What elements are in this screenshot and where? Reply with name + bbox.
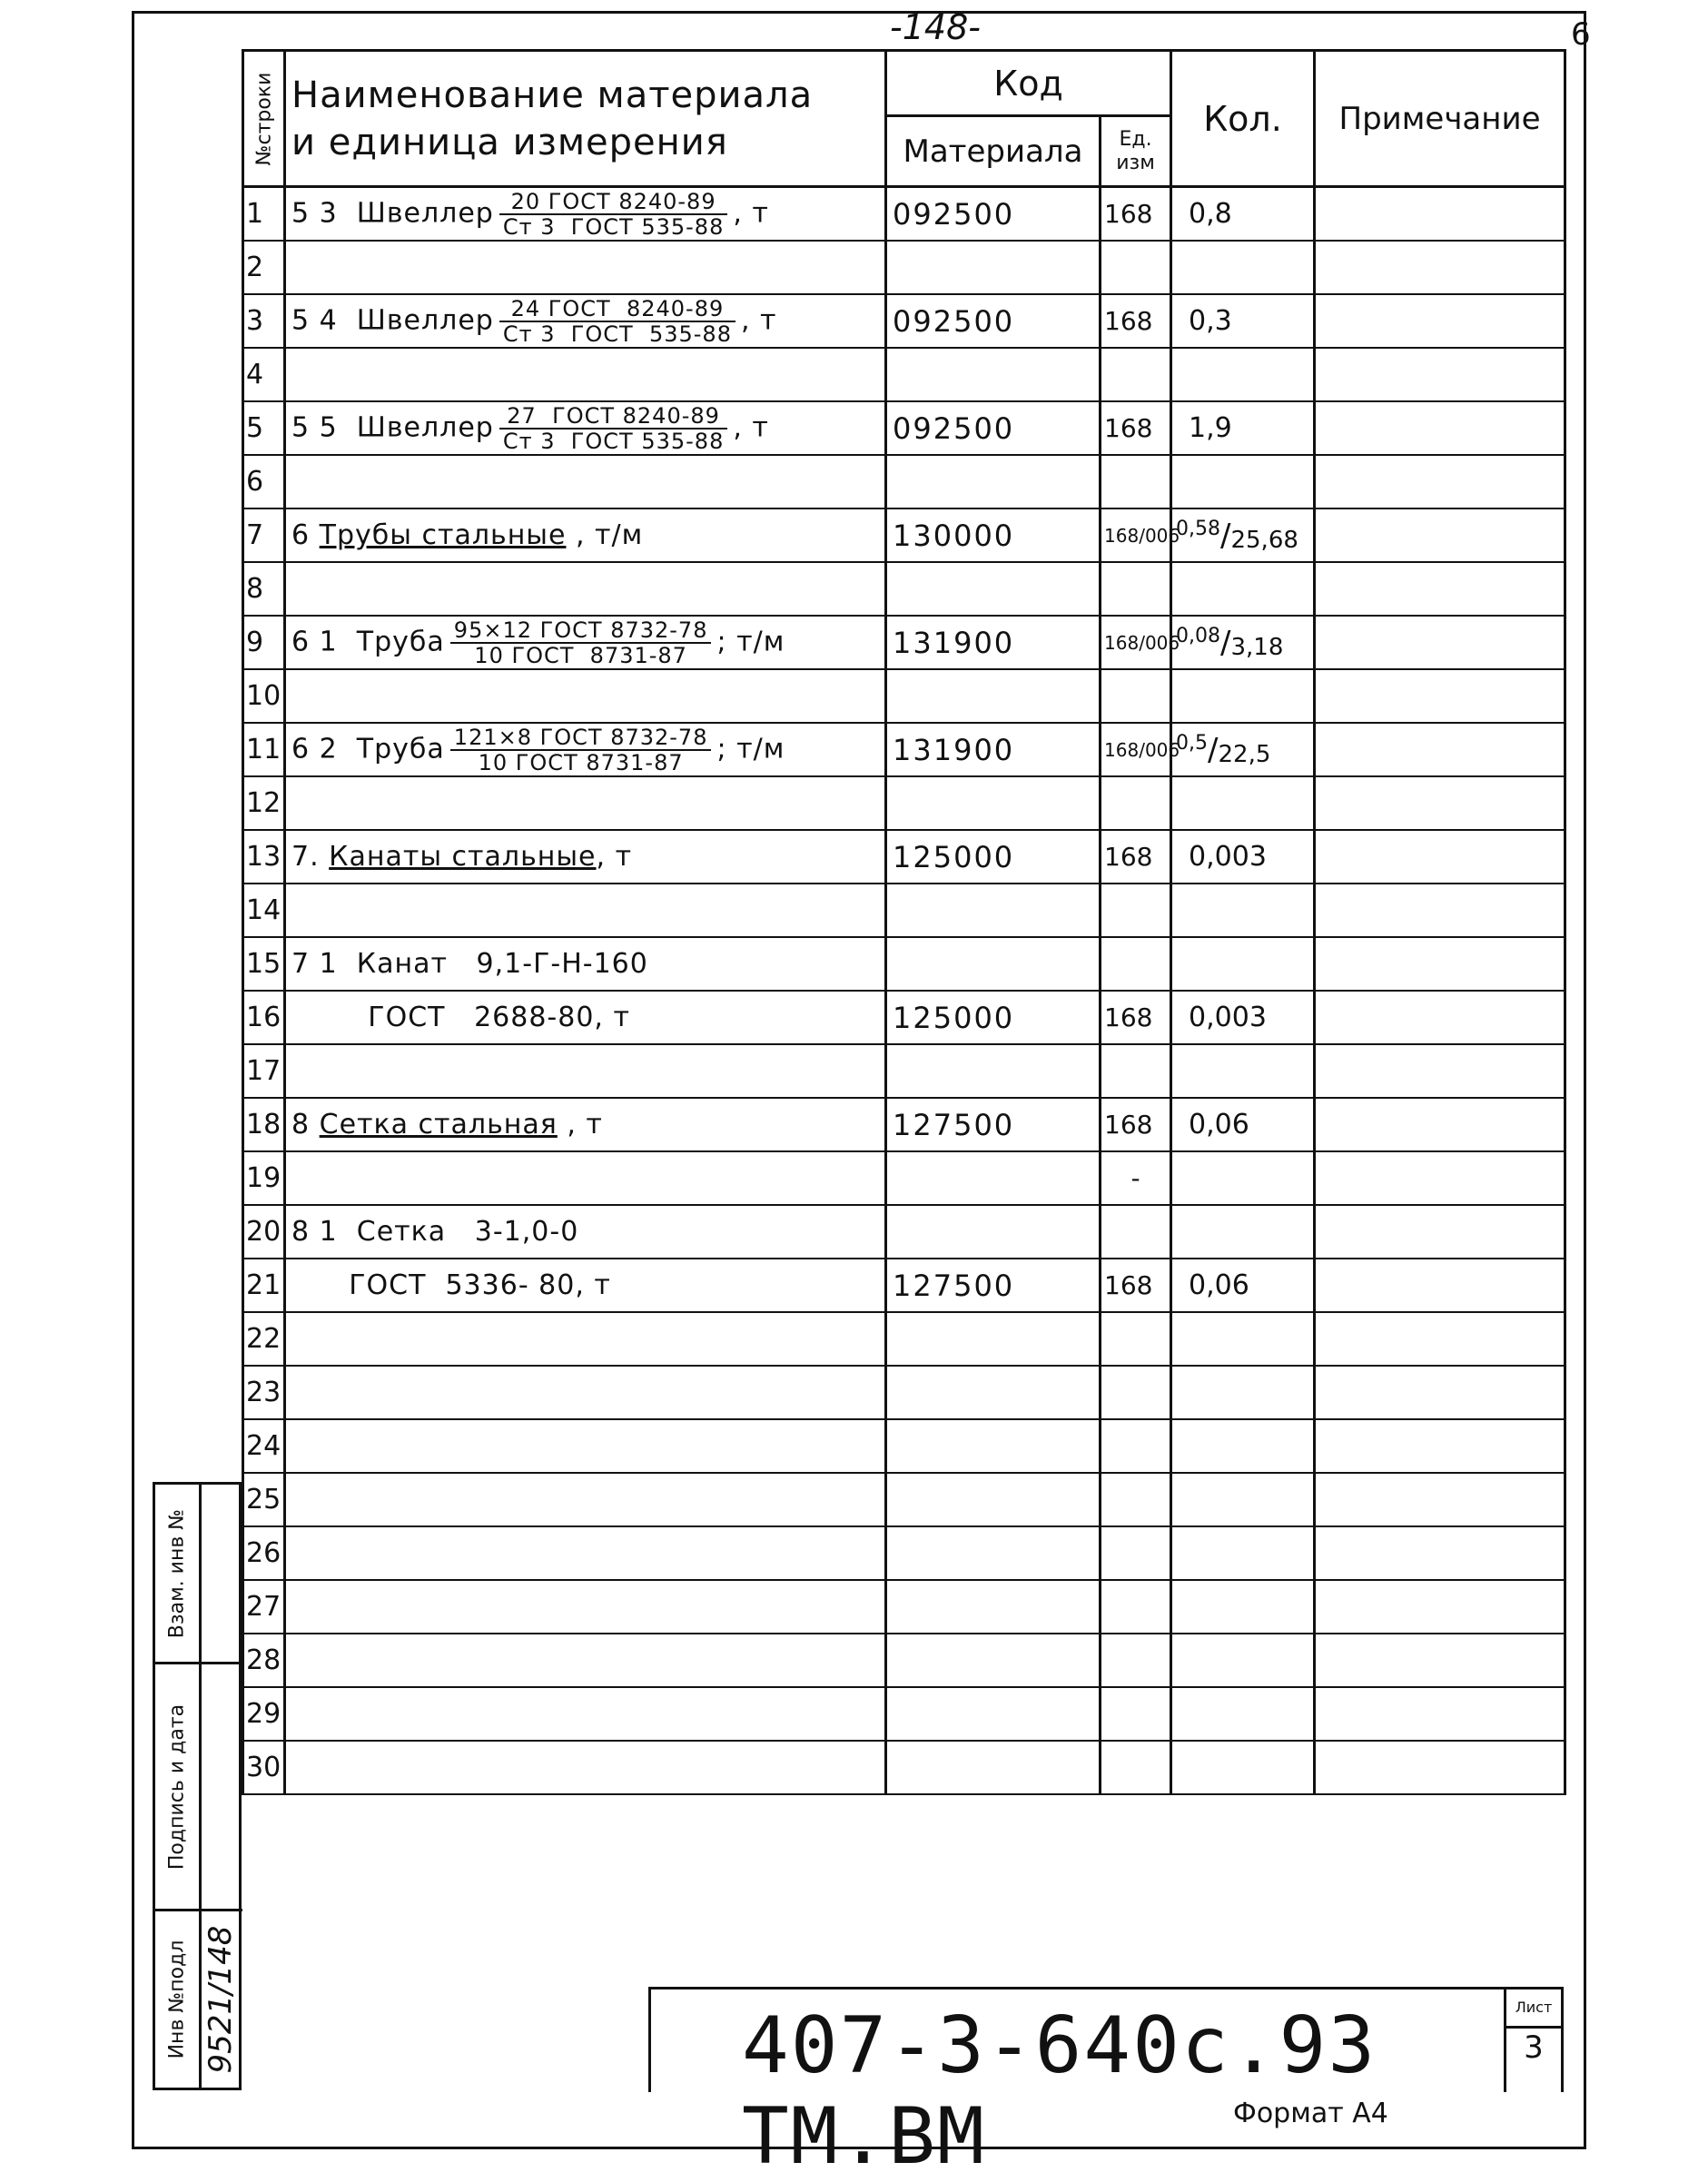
material-name — [285, 348, 886, 401]
unit-code-top: 168 — [1104, 524, 1140, 547]
document-code: 407-3-640с.93 ТМ.ВМ — [742, 2000, 1377, 2182]
fraction-numerator: 24 ГОСТ 8240-89 — [499, 297, 736, 322]
row-number: 16 — [243, 991, 285, 1044]
note — [1315, 187, 1565, 242]
unit-suffix: , т/м — [566, 519, 644, 551]
fraction-denominator: Ст 3 ГОСТ 535-88 — [502, 213, 725, 240]
material-name — [285, 1634, 886, 1687]
table-row — [243, 187, 1565, 242]
row-number: 17 — [243, 1044, 285, 1098]
material-name-text: 8 — [291, 1109, 311, 1140]
material-code — [886, 937, 1101, 991]
material-code: 125000 — [886, 830, 1101, 884]
table-row — [243, 348, 1565, 401]
table-row — [243, 991, 1565, 1044]
fraction-numerator: 27 ГОСТ 8240-89 — [499, 404, 727, 429]
table-row — [243, 1634, 1565, 1687]
quantity: 0,8 — [1171, 187, 1315, 242]
unit-code — [1101, 937, 1171, 991]
row-number: 9 — [243, 616, 285, 669]
unit-code — [1101, 1526, 1171, 1580]
note — [1315, 1312, 1565, 1366]
unit-suffix: , т — [596, 841, 633, 873]
material-code: 131900 — [886, 723, 1101, 776]
fraction-numerator: 20 ГОСТ 8240-89 — [499, 190, 727, 215]
material-name — [285, 508, 886, 562]
row-number: 5 — [243, 401, 285, 455]
quantity-bottom: 3,18 — [1230, 633, 1284, 661]
quantity-bottom: 22,5 — [1218, 740, 1271, 768]
row-number: 28 — [243, 1634, 285, 1687]
row-number: 3 — [243, 294, 285, 348]
material-name — [285, 1741, 886, 1794]
material-fraction — [499, 404, 727, 453]
row-number: 8 — [243, 562, 285, 616]
fraction-denominator: Ст 3 ГОСТ 535-88 — [502, 428, 725, 454]
material-code — [886, 1151, 1101, 1205]
quantity — [1171, 1580, 1315, 1634]
material-group-title: Сетка стальная — [319, 1109, 558, 1140]
unit-code — [1101, 884, 1171, 937]
note — [1315, 348, 1565, 401]
unit-code — [1101, 1366, 1171, 1419]
material-name — [285, 1473, 886, 1526]
quantity-separator: / — [1220, 624, 1231, 661]
material-code — [886, 1634, 1101, 1687]
unit-code — [1101, 1687, 1171, 1741]
quantity — [1171, 1473, 1315, 1526]
quantity — [1171, 1205, 1315, 1259]
material-name — [285, 991, 886, 1044]
note — [1315, 1044, 1565, 1098]
table-row — [243, 1473, 1565, 1526]
table-row — [243, 723, 1565, 776]
unit-code: 168/006 — [1101, 616, 1171, 669]
material-code — [886, 1044, 1101, 1098]
fraction-numerator: 121×8 ГОСТ 8732-78 — [450, 726, 712, 751]
unit-code-top: 168 — [1104, 738, 1140, 761]
page-number: -148- — [890, 7, 981, 47]
unit-code — [1101, 669, 1171, 723]
note — [1315, 669, 1565, 723]
unit-code — [1101, 348, 1171, 401]
note — [1315, 1473, 1565, 1526]
unit-code — [1101, 1312, 1171, 1366]
material-code — [886, 1366, 1101, 1419]
material-name — [285, 241, 886, 294]
side-cell-inv: Инв №подл — [165, 1940, 189, 2059]
quantity — [1171, 1687, 1315, 1741]
note — [1315, 884, 1565, 937]
quantity — [1171, 776, 1315, 830]
note — [1315, 1634, 1565, 1687]
unit-suffix: , т — [733, 197, 769, 229]
side-cell-sign: Подпись и дата — [155, 1664, 199, 1911]
fraction-numerator: 95×12 ГОСТ 8732-78 — [450, 618, 712, 644]
material-name-text: 7 1 Канат 9,1-Г-Н-160 — [291, 948, 648, 980]
table-row — [243, 562, 1565, 616]
table-row — [243, 1098, 1565, 1151]
material-group-title: Трубы стальные — [319, 519, 567, 551]
unit-suffix: ; т/м — [716, 626, 785, 657]
material-code: 131900 — [886, 616, 1101, 669]
unit-suffix: , т — [733, 411, 769, 443]
quantity — [1171, 562, 1315, 616]
table-row — [243, 241, 1565, 294]
table-row — [243, 455, 1565, 508]
row-number: 4 — [243, 348, 285, 401]
note — [1315, 1366, 1565, 1419]
table-row — [243, 1044, 1565, 1098]
header-row-number: №строки — [243, 51, 285, 187]
table-row — [243, 1741, 1565, 1794]
quantity-bottom: 25,68 — [1230, 526, 1298, 554]
header-name: Наименование материала и единица измерения — [285, 51, 886, 187]
row-number: 14 — [243, 884, 285, 937]
table-row — [243, 776, 1565, 830]
material-name — [285, 1312, 886, 1366]
table-row — [243, 1259, 1565, 1312]
table-row — [243, 937, 1565, 991]
material-name — [285, 1098, 886, 1151]
material-code — [886, 1312, 1101, 1366]
table-row — [243, 616, 1565, 669]
material-name — [285, 1687, 886, 1741]
quantity: 1,9 — [1171, 401, 1315, 455]
row-number: 1 — [243, 187, 285, 242]
material-code — [886, 455, 1101, 508]
specification-table — [242, 49, 1566, 1795]
unit-code-top: 168 — [1104, 631, 1140, 654]
table-row — [243, 1151, 1565, 1205]
sheet-number: 3 — [1524, 2029, 1544, 2066]
note — [1315, 1151, 1565, 1205]
quantity — [1171, 723, 1315, 776]
side-value-column — [199, 1485, 242, 2088]
note — [1315, 616, 1565, 669]
format-label: Формат А4 — [1233, 2098, 1388, 2129]
note — [1315, 455, 1565, 508]
material-fraction — [499, 190, 727, 239]
material-code — [886, 1687, 1101, 1741]
side-value-sign — [199, 1664, 242, 1911]
material-name — [285, 1205, 886, 1259]
row-number: 30 — [243, 1741, 285, 1794]
material-fraction — [499, 297, 736, 346]
row-number: 26 — [243, 1526, 285, 1580]
quantity: 0,06 — [1171, 1259, 1315, 1312]
note — [1315, 830, 1565, 884]
row-number: 11 — [243, 723, 285, 776]
unit-code: 168 — [1101, 1259, 1171, 1312]
note — [1315, 1526, 1565, 1580]
row-number: 20 — [243, 1205, 285, 1259]
row-number: 24 — [243, 1419, 285, 1473]
table-row — [243, 1687, 1565, 1741]
quantity: 0,3 — [1171, 294, 1315, 348]
material-code — [886, 348, 1101, 401]
note — [1315, 1580, 1565, 1634]
quantity — [1171, 1312, 1315, 1366]
quantity — [1171, 455, 1315, 508]
side-value-inv: 9521/148 — [202, 1925, 239, 2074]
side-stamp-strip — [153, 1482, 242, 2090]
row-number: 10 — [243, 669, 285, 723]
material-name — [285, 562, 886, 616]
row-number: 7 — [243, 508, 285, 562]
material-code: 130000 — [886, 508, 1101, 562]
material-name-text: 8 1 Сетка 3-1,0-0 — [291, 1216, 579, 1248]
material-name — [285, 1366, 886, 1419]
material-name-text: 5 4 Швеллер — [291, 304, 494, 336]
quantity — [1171, 937, 1315, 991]
note — [1315, 723, 1565, 776]
note — [1315, 1259, 1565, 1312]
material-name-text: 6 — [291, 519, 311, 551]
note — [1315, 294, 1565, 348]
material-name-text: ГОСТ 2688-80, т — [291, 1002, 630, 1033]
material-code: 092500 — [886, 401, 1101, 455]
row-number: 19 — [243, 1151, 285, 1205]
material-code — [886, 241, 1101, 294]
unit-code — [1101, 1419, 1171, 1473]
table-row — [243, 508, 1565, 562]
unit-code: - — [1101, 1151, 1171, 1205]
header-unit: Ед. изм — [1101, 116, 1171, 187]
material-code: 092500 — [886, 187, 1101, 242]
unit-code — [1101, 562, 1171, 616]
fraction-denominator: 10 ГОСТ 8731-87 — [474, 642, 687, 668]
table-row — [243, 1419, 1565, 1473]
material-name — [285, 616, 886, 669]
row-number: 18 — [243, 1098, 285, 1151]
material-fraction — [450, 726, 712, 775]
table-row — [243, 1526, 1565, 1580]
note — [1315, 562, 1565, 616]
table-row — [243, 1366, 1565, 1419]
unit-code — [1101, 455, 1171, 508]
row-number: 12 — [243, 776, 285, 830]
table-row — [243, 1205, 1565, 1259]
row-number: 29 — [243, 1687, 285, 1741]
material-name-text: 6 2 Труба — [291, 733, 445, 765]
unit-code: 168 — [1101, 187, 1171, 242]
header-material: Материала — [886, 116, 1101, 187]
material-name-text: ГОСТ 5336- 80, т — [291, 1269, 611, 1301]
quantity-top: 0,58 — [1176, 517, 1220, 540]
sheet-label: Лист — [1506, 1989, 1561, 2029]
row-number: 23 — [243, 1366, 285, 1419]
unit-code — [1101, 1205, 1171, 1259]
note — [1315, 1687, 1565, 1741]
material-code — [886, 1473, 1101, 1526]
quantity — [1171, 1526, 1315, 1580]
unit-code — [1101, 1741, 1171, 1794]
material-code — [886, 669, 1101, 723]
row-number: 2 — [243, 241, 285, 294]
row-number: 25 — [243, 1473, 285, 1526]
quantity-separator: / — [1208, 731, 1219, 768]
material-code — [886, 1741, 1101, 1794]
note — [1315, 937, 1565, 991]
unit-code — [1101, 1580, 1171, 1634]
material-code: 127500 — [886, 1259, 1101, 1312]
quantity-separator: / — [1220, 517, 1231, 554]
material-name — [285, 1580, 886, 1634]
side-label-column — [155, 1485, 202, 2088]
unit-suffix: , т — [740, 304, 777, 336]
unit-code-bottom: 006 — [1144, 524, 1180, 547]
material-name — [285, 776, 886, 830]
row-number: 13 — [243, 830, 285, 884]
material-name — [285, 1259, 886, 1312]
table-row — [243, 830, 1565, 884]
note — [1315, 1098, 1565, 1151]
quantity: 0,06 — [1171, 1098, 1315, 1151]
quantity: 0,003 — [1171, 830, 1315, 884]
material-code — [886, 776, 1101, 830]
note — [1315, 776, 1565, 830]
unit-code: 168 — [1101, 991, 1171, 1044]
quantity — [1171, 616, 1315, 669]
note — [1315, 508, 1565, 562]
quantity — [1171, 1366, 1315, 1419]
material-code — [886, 562, 1101, 616]
material-code — [886, 1205, 1101, 1259]
note — [1315, 1741, 1565, 1794]
unit-code-bottom: 006 — [1144, 631, 1180, 654]
table-row — [243, 669, 1565, 723]
unit-code: 168/006 — [1101, 508, 1171, 562]
note — [1315, 1205, 1565, 1259]
row-number: 6 — [243, 455, 285, 508]
sheet-box — [1504, 1989, 1561, 2092]
material-name — [285, 937, 886, 991]
unit-code: 168 — [1101, 1098, 1171, 1151]
material-name — [285, 187, 886, 242]
material-name — [285, 830, 886, 884]
quantity — [1171, 884, 1315, 937]
quantity — [1171, 1151, 1315, 1205]
side-value-vzam — [199, 1485, 242, 1664]
material-name — [285, 1526, 886, 1580]
material-code: 092500 — [886, 294, 1101, 348]
material-name — [285, 455, 886, 508]
row-number: 27 — [243, 1580, 285, 1634]
material-code — [886, 1580, 1101, 1634]
material-name — [285, 1151, 886, 1205]
material-name — [285, 723, 886, 776]
fraction-denominator: 10 ГОСТ 8731-87 — [478, 749, 684, 775]
material-code: 125000 — [886, 991, 1101, 1044]
quantity — [1171, 1044, 1315, 1098]
table-row — [243, 884, 1565, 937]
header-code: Код — [886, 51, 1171, 116]
fraction-denominator: Ст 3 ГОСТ 535-88 — [502, 321, 732, 347]
material-name — [285, 294, 886, 348]
quantity-top: 0,08 — [1176, 624, 1220, 647]
material-code: 127500 — [886, 1098, 1101, 1151]
quantity — [1171, 348, 1315, 401]
header-note: Примечание — [1315, 51, 1565, 187]
unit-code — [1101, 1044, 1171, 1098]
material-name — [285, 1044, 886, 1098]
quantity: 0,003 — [1171, 991, 1315, 1044]
unit-code — [1101, 776, 1171, 830]
row-number: 21 — [243, 1259, 285, 1312]
unit-suffix: ; т/м — [716, 733, 785, 765]
quantity — [1171, 508, 1315, 562]
sheet-corner-number: 6 — [1571, 16, 1591, 53]
material-name-text: 5 3 Швеллер — [291, 197, 494, 229]
quantity — [1171, 1634, 1315, 1687]
unit-code-bottom: 006 — [1144, 738, 1180, 761]
material-name — [285, 884, 886, 937]
unit-code: 168/006 — [1101, 723, 1171, 776]
material-group-title: Канаты стальные — [329, 841, 597, 873]
quantity-top: 0,5 — [1176, 731, 1209, 755]
unit-code — [1101, 1634, 1171, 1687]
row-number: 15 — [243, 937, 285, 991]
note — [1315, 991, 1565, 1044]
side-cell-vzam: Взам. инв № — [155, 1485, 199, 1664]
quantity — [1171, 241, 1315, 294]
unit-code — [1101, 241, 1171, 294]
row-number: 22 — [243, 1312, 285, 1366]
unit-code: 168 — [1101, 294, 1171, 348]
material-name-text: 7. — [291, 841, 320, 873]
table-row — [243, 294, 1565, 348]
header-qty: Кол. — [1171, 51, 1315, 187]
unit-code: 168 — [1101, 830, 1171, 884]
table-row — [243, 1312, 1565, 1366]
material-name — [285, 669, 886, 723]
quantity — [1171, 1419, 1315, 1473]
material-name — [285, 401, 886, 455]
quantity — [1171, 669, 1315, 723]
material-name-text: 5 5 Швеллер — [291, 411, 494, 443]
table-row — [243, 401, 1565, 455]
note — [1315, 241, 1565, 294]
quantity — [1171, 1741, 1315, 1794]
material-name-text: 6 1 Труба — [291, 626, 445, 657]
material-code — [886, 1419, 1101, 1473]
note — [1315, 401, 1565, 455]
material-fraction — [450, 618, 712, 667]
note — [1315, 1419, 1565, 1473]
material-name — [285, 1419, 886, 1473]
material-code — [886, 884, 1101, 937]
unit-code: 168 — [1101, 401, 1171, 455]
unit-code — [1101, 1473, 1171, 1526]
table-row — [243, 1580, 1565, 1634]
unit-suffix: , т — [557, 1109, 603, 1140]
material-code — [886, 1526, 1101, 1580]
